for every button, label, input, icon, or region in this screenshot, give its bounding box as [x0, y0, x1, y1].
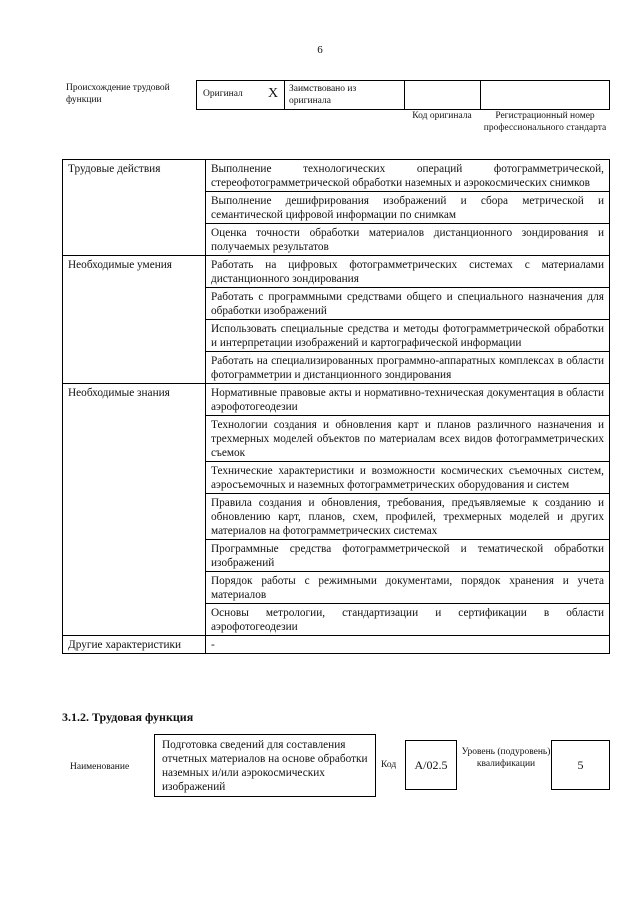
origin-code-cell: [404, 80, 480, 110]
origin-borrowed-text: Заимствовано из оригинала: [289, 84, 357, 106]
table-row: [63, 384, 610, 416]
category-cell: Необходимые умения: [63, 256, 206, 384]
origin-reg-label: Регистрационный номер профессионального стандарта: [483, 111, 607, 133]
origin-original-text: Оригинал: [203, 89, 243, 99]
category-cell: Трудовые действия: [63, 160, 206, 256]
item-cell: Работать с программными средствами общего и специального назначения для обработки изображений: [206, 288, 610, 320]
function-code-value: A/02.5: [414, 757, 448, 772]
item-cell: Выполнение технологических операций фотограмметрической, стереофотограмметрической обработки наземных и аэрокосмических снимков: [206, 160, 610, 192]
origin-original-cell: [196, 80, 284, 110]
item-cell: Правила создания и обновления, требования, предъявляемые к созданию и обновлению карт, планов, схем, профилей, трехмерных моделей и других материалов на фотограмметрических системах: [206, 494, 610, 540]
function-level-label: Уровень (подуровень) квалификации: [461, 747, 551, 769]
function-level-box: [551, 740, 610, 790]
function-code-box: [405, 740, 457, 790]
function-name-box: Подготовка сведений для составления отчетных материалов на основе обработки наземных и/или аэрокосмических изображений: [154, 734, 376, 797]
item-cell: Технологии создания и обновления карт и планов различного назначения и трехмерных моделей объектов по материалам всех видов фотограмметрических съемок: [206, 416, 610, 462]
item-cell: Работать на цифровых фотограмметрических системах с материалами дистанционного зондирования: [206, 256, 610, 288]
function-name-label: Наименование: [70, 762, 130, 772]
item-cell: Выполнение дешифрирования изображений и сбора метрической и семантической цифровой информации по снимкам: [206, 192, 610, 224]
item-cell: Нормативные правовые акты и нормативно-техническая документация в области аэрофотогеодезии: [206, 384, 610, 416]
item-cell: -: [206, 636, 610, 654]
item-cell: Основы метрологии, стандартизации и сертификации в области аэрофотогеодезии: [206, 604, 610, 636]
function-level-value: 5: [577, 757, 584, 772]
table-row: [63, 256, 610, 288]
item-cell: Технические характеристики и возможности космических съемочных систем, аэросъемочных и наземных фотограмметрических оборудования и систем: [206, 462, 610, 494]
page-number: 6: [317, 44, 323, 56]
origin-mark: X: [268, 86, 279, 101]
origin-reg-cell: [480, 80, 610, 110]
table-row: [63, 636, 610, 654]
table-row: [63, 160, 610, 192]
origin-borrowed-cell: [284, 80, 404, 110]
section-heading: 3.1.2. Трудовая функция: [62, 710, 194, 724]
item-cell: Оценка точности обработки материалов дистанционного зондирования и получаемых результатов: [206, 224, 610, 256]
item-cell: Работать на специализированных программно-аппаратных комплексах в области фотограмметрии и дистанционного зондирования: [206, 352, 610, 384]
origin-label: Происхождение трудовой функции: [66, 83, 170, 105]
category-cell: Другие характеристики: [63, 636, 206, 654]
item-cell: Использовать специальные средства и методы фотограмметрической обработки и интерпретации изображений и картографической информации: [206, 320, 610, 352]
item-cell: Порядок работы с режимными документами, порядок хранения и учета материалов: [206, 572, 610, 604]
function-details-table: [62, 159, 610, 654]
origin-code-label: Код оригинала: [412, 111, 472, 121]
category-cell: Необходимые знания: [63, 384, 206, 636]
item-cell: Программные средства фотограмметрической и тематической обработки изображений: [206, 540, 610, 572]
function-code-label: Код: [381, 760, 397, 770]
